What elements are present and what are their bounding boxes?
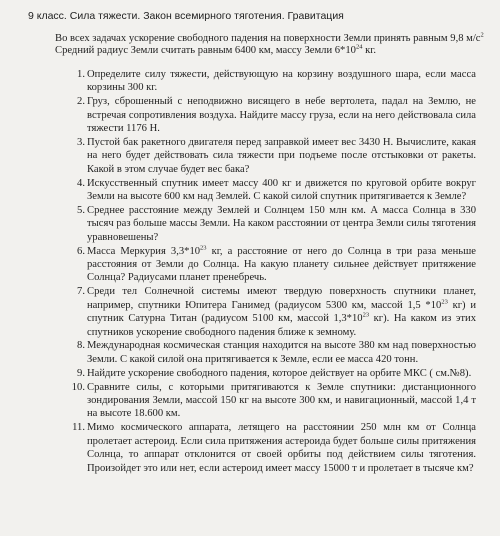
- task-number: 3.: [77, 136, 85, 148]
- task-item: [12, 367, 476, 380]
- intro-block: [55, 31, 484, 58]
- task-text: Среди тел Солнечной системы имеют твердую поверхность спутники планет, например, спутники Юпитера Ганимед (радиусом 5300 км, массой 1,5 *10: [87, 286, 476, 311]
- task-item: [12, 68, 476, 95]
- task-number: 6.: [77, 245, 85, 257]
- task-item: [12, 245, 476, 285]
- task-number: 1.: [77, 68, 85, 80]
- intro-line-gravity: Во всех задачах ускорение свободного падения на поверхности Земли принять равным 9,8 $м/с^2$: [55, 31, 484, 44]
- exponent: 23: [441, 298, 448, 306]
- task-text: Искусственный спутник имеет массу 400 кг и движется по круговой орбите вокруг Земли на высоте 600 км над Землей. С какой силой спутник притягивается к Земле?: [87, 177, 476, 202]
- task-text: Масса Меркурия 3,3*10: [87, 245, 201, 257]
- task-number: 4.: [77, 177, 85, 189]
- task-text: Международная космическая станция находится на высоте 380 км над поверхностью Земли. С какой силой она притягивается к Земле, если ее масса 420 тонн.: [87, 340, 476, 365]
- task-text: кг) и спутник Сатурна Титан (радиусом 5100 км, массой 1,3*10: [87, 299, 476, 325]
- intro-line-earth: Средний радиус Земли считать равным 6400 км, массу Земли $6*10^{24}$ кг.: [55, 43, 377, 57]
- task-number: 2.: [77, 96, 85, 108]
- task-text: Сравните силы, с которыми притягиваются к Земле спутники: дистанционного зондирования Земли, массой 150 кг на высоте 300 км, и навигационный, массой 1,4 т на высоте 18.600 км.: [87, 381, 476, 420]
- task-text: Найдите ускорение свободного падения, которое действует на орбите МКС ( см.№8).: [87, 367, 472, 379]
- task-text: Определите силу тяжести, действующую на корзину воздушного шара, если масса корзины 300 кг.: [87, 68, 476, 94]
- exponent: 23: [362, 311, 370, 319]
- task-item: [12, 381, 476, 421]
- task-item: [12, 339, 476, 366]
- task-number: 7.: [77, 286, 85, 298]
- task-number: 9.: [77, 367, 85, 379]
- task-item: [12, 136, 476, 176]
- task-text: кг, а расстояние от него до Солнца в три раза меньше расстояния от Земли до Солнца. На какую планету сильнее действует притяжение Солнца? Радиусами планет пренебречь.: [87, 245, 476, 284]
- task-item: [12, 285, 476, 339]
- task-number: 10.: [71, 381, 85, 393]
- task-text: Мимо космического аппарата, летящего на расстоянии 250 млн км от Солнца пролетает астероид. Если сила притяжения астероида будет больше силы притяжения Солнца, то аппарат отклонится от своей орбиты под действием силы тяготения. Произойдет это или нет, если астероид имеет массу 15000 т и пролетает в тысяче км?: [87, 422, 476, 474]
- task-text: Среднее расстояние между Землей и Солнцем 150 млн км. А масса Солнца в 330 тысяч раз больше массы Земли. На каком расстоянии от центра Земли силы тяготения уравновешены?: [87, 204, 476, 243]
- task-list: [12, 68, 490, 475]
- task-item: [12, 177, 476, 204]
- task-number: 8.: [77, 340, 85, 352]
- task-text: Груз, сброшенный с неподвижно висящего в небе вертолета, падал на Землю, не встречая сопротивления воздуха. Найдите массу груза, если на него действовала сила тяжести 1176 Н.: [87, 96, 476, 134]
- task-number: 11.: [72, 422, 85, 434]
- task-item: [12, 421, 476, 475]
- task-text: кг). На каком из этих спутников ускорение свободного падения ближе к земному.: [87, 313, 476, 338]
- exponent: 23: [200, 244, 207, 252]
- worksheet-heading: 9 класс. Сила тяжести. Закон всемирного тяготения. Гравитация: [28, 10, 344, 22]
- task-item: [12, 204, 476, 244]
- task-item: [12, 95, 476, 135]
- task-text: Пустой бак ракетного двигателя перед заправкой имеет вес 3430 Н. Вычислите, какая на него будет действовать сила тяжести при подъеме после отстыковки от ракеты. Какой в этом случае будет вес бака?: [87, 136, 476, 175]
- task-number: 5.: [77, 204, 85, 216]
